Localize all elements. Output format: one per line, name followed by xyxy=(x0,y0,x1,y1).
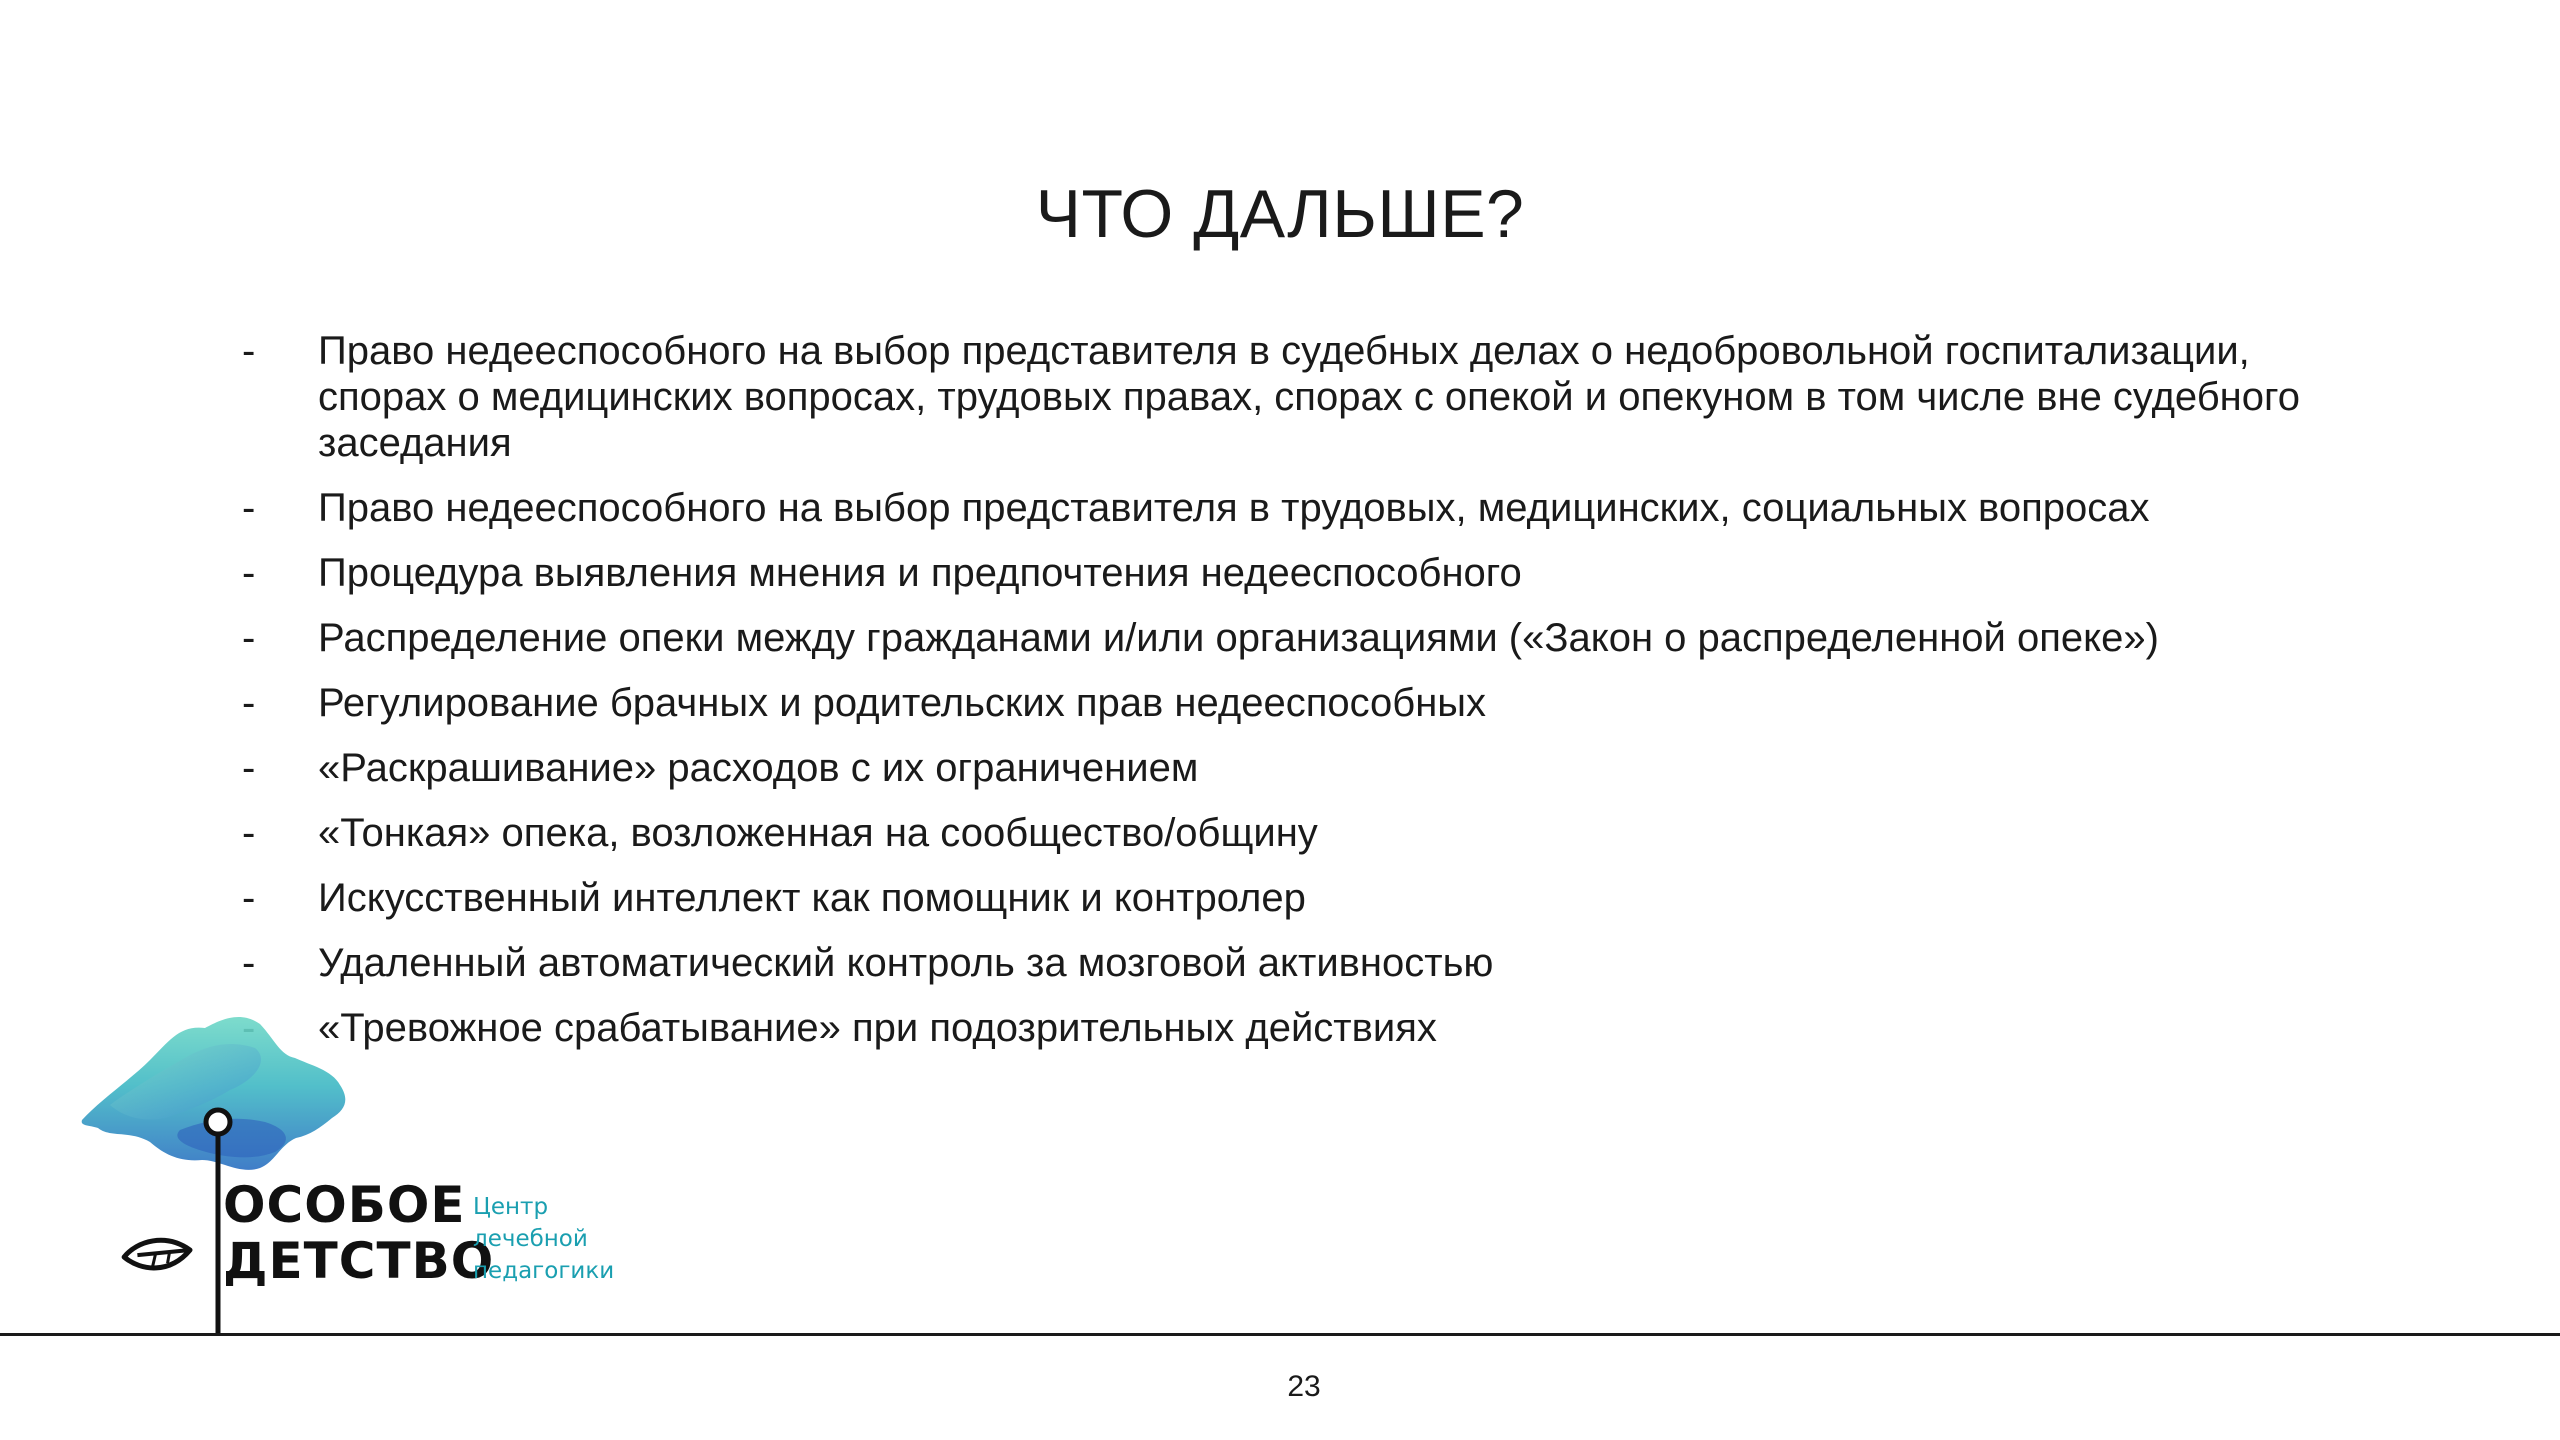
bullet-marker: - xyxy=(242,329,256,373)
list-item xyxy=(240,485,2360,531)
bullet-marker: - xyxy=(242,876,256,920)
list-item-text: Удаленный автоматический контроль за мозговой активностью xyxy=(318,941,1494,985)
list-item xyxy=(240,745,2360,791)
list-item xyxy=(240,680,2360,726)
list-item-text: «Тонкая» опека, возложенная на сообщество/общину xyxy=(318,811,1318,855)
list-item xyxy=(240,615,2360,661)
list-item-text: «Раскрашивание» расходов с их ограничением xyxy=(318,746,1199,790)
list-item xyxy=(240,328,2360,466)
list-item-text: «Тревожное срабатывание» при подозрительных действиях xyxy=(318,1006,1437,1050)
logo-word-line-2: ДЕТСТВО xyxy=(223,1232,495,1290)
logo-subtitle-line-2: лечебной xyxy=(473,1226,588,1252)
list-item-text: Процедура выявления мнения и предпочтения недееспособного xyxy=(318,551,1522,595)
bullet-marker: - xyxy=(242,616,256,660)
bullet-marker: - xyxy=(242,551,256,595)
slide-title: ЧТО ДАЛЬШЕ? xyxy=(1035,176,1525,252)
list-item-text: Распределение опеки между гражданами и/или организациями («Закон о распределенной опеке») xyxy=(318,616,2159,660)
bullet-marker: - xyxy=(242,811,256,855)
logo-flower-icon xyxy=(70,1010,690,1340)
bullet-list xyxy=(240,328,2360,1070)
logo-word-line-1: ОСОБОЕ xyxy=(223,1176,466,1234)
bullet-marker: - xyxy=(242,681,256,725)
logo-osoboe-detstvo xyxy=(70,1010,690,1340)
page-number: 23 xyxy=(1287,1370,1321,1403)
list-item xyxy=(240,550,2360,596)
footer-divider xyxy=(0,1333,2560,1336)
list-item xyxy=(240,810,2360,856)
logo-subtitle-line-3: педагогики xyxy=(473,1258,615,1284)
bullet-marker: - xyxy=(242,941,256,985)
list-item-text: Регулирование брачных и родительских прав недееспособных xyxy=(318,681,1487,725)
bullet-marker: - xyxy=(242,746,256,790)
list-item xyxy=(240,940,2360,986)
list-item-text: Искусственный интеллект как помощник и контролер xyxy=(318,876,1306,920)
list-item-text: Право недееспособного на выбор представителя в трудовых, медицинских, социальных вопросах xyxy=(318,486,2150,530)
logo-subtitle-line-1: Центр xyxy=(473,1194,549,1220)
list-item-text: Право недееспособного на выбор представителя в судебных делах о недобровольной госпитализации, спорах о медицинских вопросах, трудовых правах, спорах с опекой и опекуном в том числе вне судебного заседания xyxy=(318,329,2300,465)
bullet-marker: - xyxy=(242,486,256,530)
list-item xyxy=(240,875,2360,921)
